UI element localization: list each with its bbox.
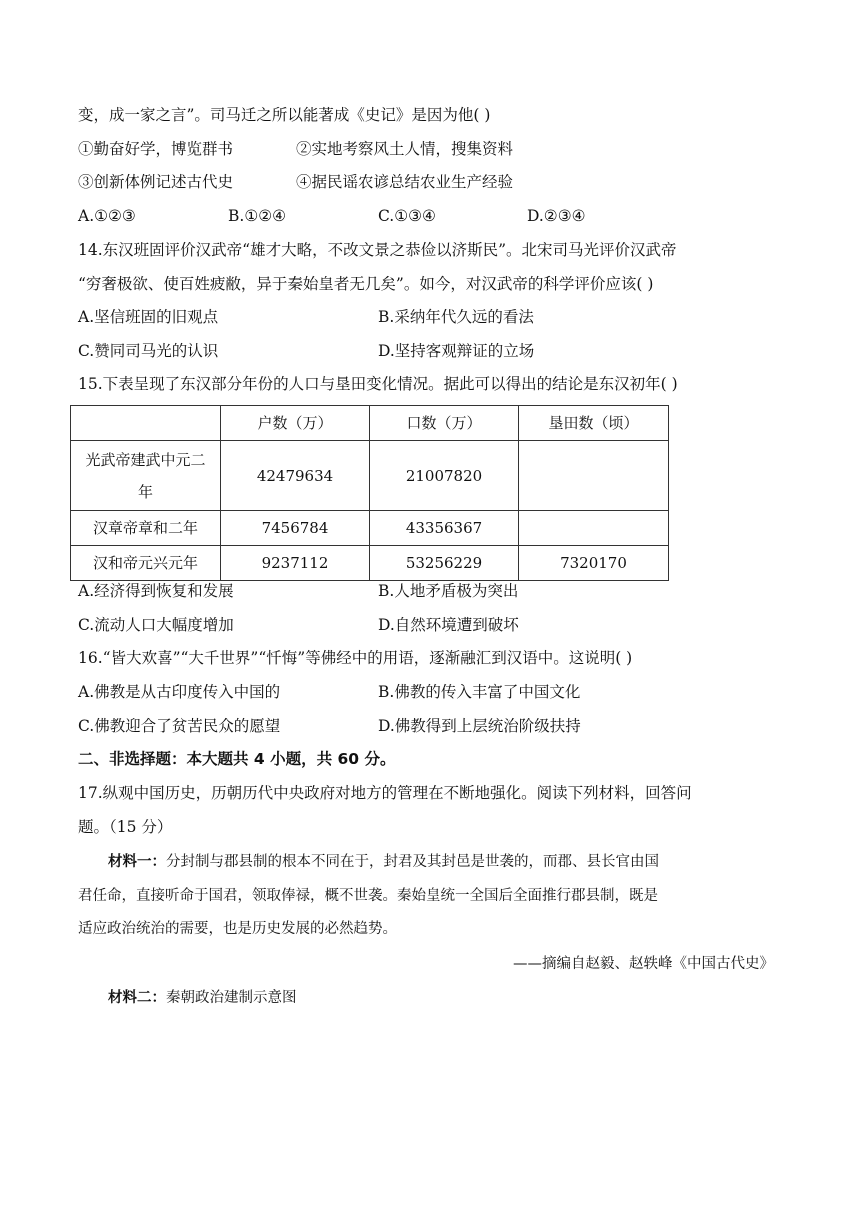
material-2-text: 秦朝政治建制示意图 (166, 990, 297, 1006)
material-1-line-3: 适应政治统治的需要，也是历史发展的必然趋势。 (78, 921, 397, 937)
table-cell: 7456784 (221, 511, 370, 546)
material-1-label: 材料一： (108, 854, 166, 870)
table-header-row (71, 406, 669, 441)
material-1-line-2: 君任命，直接听命于国君，领取俸禄，概不世袭。秦始皇统一全国后全面推行郡县制，既是 (78, 888, 658, 904)
table-cell: 42479634 (221, 441, 370, 511)
q16-stem: 16.“皆大欢喜”“大千世界”“忏悔”等佛经中的用语，逐渐融汇到汉语中。这说明( ) (78, 649, 633, 667)
q14-option-b[interactable]: B.采纳年代久远的看法 (378, 308, 534, 326)
table-cell: 汉和帝元兴元年 (71, 546, 221, 581)
q13-statement-3: ③创新体例记述古代史 (78, 173, 234, 191)
table-cell: 7320170 (519, 546, 669, 581)
table-header-cell: 垦田数（顷） (519, 406, 669, 441)
q17-stem-line-2: 题。（15 分） (78, 818, 173, 836)
table-row (71, 546, 669, 581)
q15-option-c[interactable]: C.流动人口大幅度增加 (78, 616, 234, 634)
q14-stem-line-2: “穷奢极欲、使百姓疲敝，异于秦始皇者无几矣”。如今，对汉武帝的科学评价应该( ) (78, 275, 654, 293)
table-header-cell: 户数（万） (221, 406, 370, 441)
q16-option-d[interactable]: D.佛教得到上层统治阶级扶持 (378, 717, 581, 735)
q16-option-c[interactable]: C.佛教迎合了贫苦民众的愿望 (78, 717, 281, 735)
table-cell: 光武帝建武中元二年 (71, 441, 221, 511)
q15-stem: 15.下表呈现了东汉部分年份的人口与垦田变化情况。据此可以得出的结论是东汉初年( ) (78, 375, 678, 393)
material-1-source: ——摘编自赵毅、赵轶峰《中国古代史》 (513, 956, 774, 972)
table-cell: 汉章帝章和二年 (71, 511, 221, 546)
q13-stem-tail: 变，成一家之言”。司马迁之所以能著成《史记》是因为他( ) (78, 106, 491, 124)
q14-option-c[interactable]: C.赞同司马光的认识 (78, 342, 219, 360)
q13-option-a[interactable]: A.①②③ (78, 207, 136, 225)
table-header-cell (71, 406, 221, 441)
table-row (71, 441, 669, 511)
q13-statement-4: ④据民谣农谚总结农业生产经验 (296, 173, 514, 191)
q15-option-b[interactable]: B.人地矛盾极为突出 (378, 582, 519, 600)
material-2-line (108, 988, 297, 1008)
table-cell (519, 511, 669, 546)
q15-option-d[interactable]: D.自然环境遭到破坏 (378, 616, 519, 634)
population-table (70, 405, 669, 581)
table-cell (519, 441, 669, 511)
table-cell: 9237112 (221, 546, 370, 581)
q13-statement-1: ①勤奋好学，博览群书 (78, 140, 234, 158)
material-2-label: 材料二： (108, 990, 166, 1006)
q14-option-a[interactable]: A.坚信班固的旧观点 (78, 308, 219, 326)
q13-option-d[interactable]: D.②③④ (527, 207, 586, 225)
material-1-text: 分封制与郡县制的根本不同在于，封君及其封邑是世袭的，而郡、县长官由国 (166, 854, 659, 870)
material-1-line-1 (108, 852, 659, 872)
q13-option-c[interactable]: C.①③④ (378, 207, 436, 225)
table-cell: 53256229 (370, 546, 519, 581)
q13-statement-2: ②实地考察风土人情，搜集资料 (296, 140, 514, 158)
section-heading: 二、非选择题：本大题共 4 小题，共 60 分。 (78, 750, 396, 768)
table-header-cell: 口数（万） (370, 406, 519, 441)
q14-option-d[interactable]: D.坚持客观辩证的立场 (378, 342, 535, 360)
q15-option-a[interactable]: A.经济得到恢复和发展 (78, 582, 234, 600)
q16-option-b[interactable]: B.佛教的传入丰富了中国文化 (378, 683, 581, 701)
q14-stem-line-1: 14.东汉班固评价汉武帝“雄才大略，不改文景之恭俭以济斯民”。北宋司马光评价汉武帝 (78, 241, 677, 259)
table-cell: 21007820 (370, 441, 519, 511)
table-row (71, 511, 669, 546)
q17-stem-line-1: 17.纵观中国历史，历朝历代中央政府对地方的管理在不断地强化。阅读下列材料，回答问 (78, 784, 692, 802)
table-cell: 43356367 (370, 511, 519, 546)
q16-option-a[interactable]: A.佛教是从古印度传入中国的 (78, 683, 281, 701)
q13-option-b[interactable]: B.①②④ (228, 207, 287, 225)
